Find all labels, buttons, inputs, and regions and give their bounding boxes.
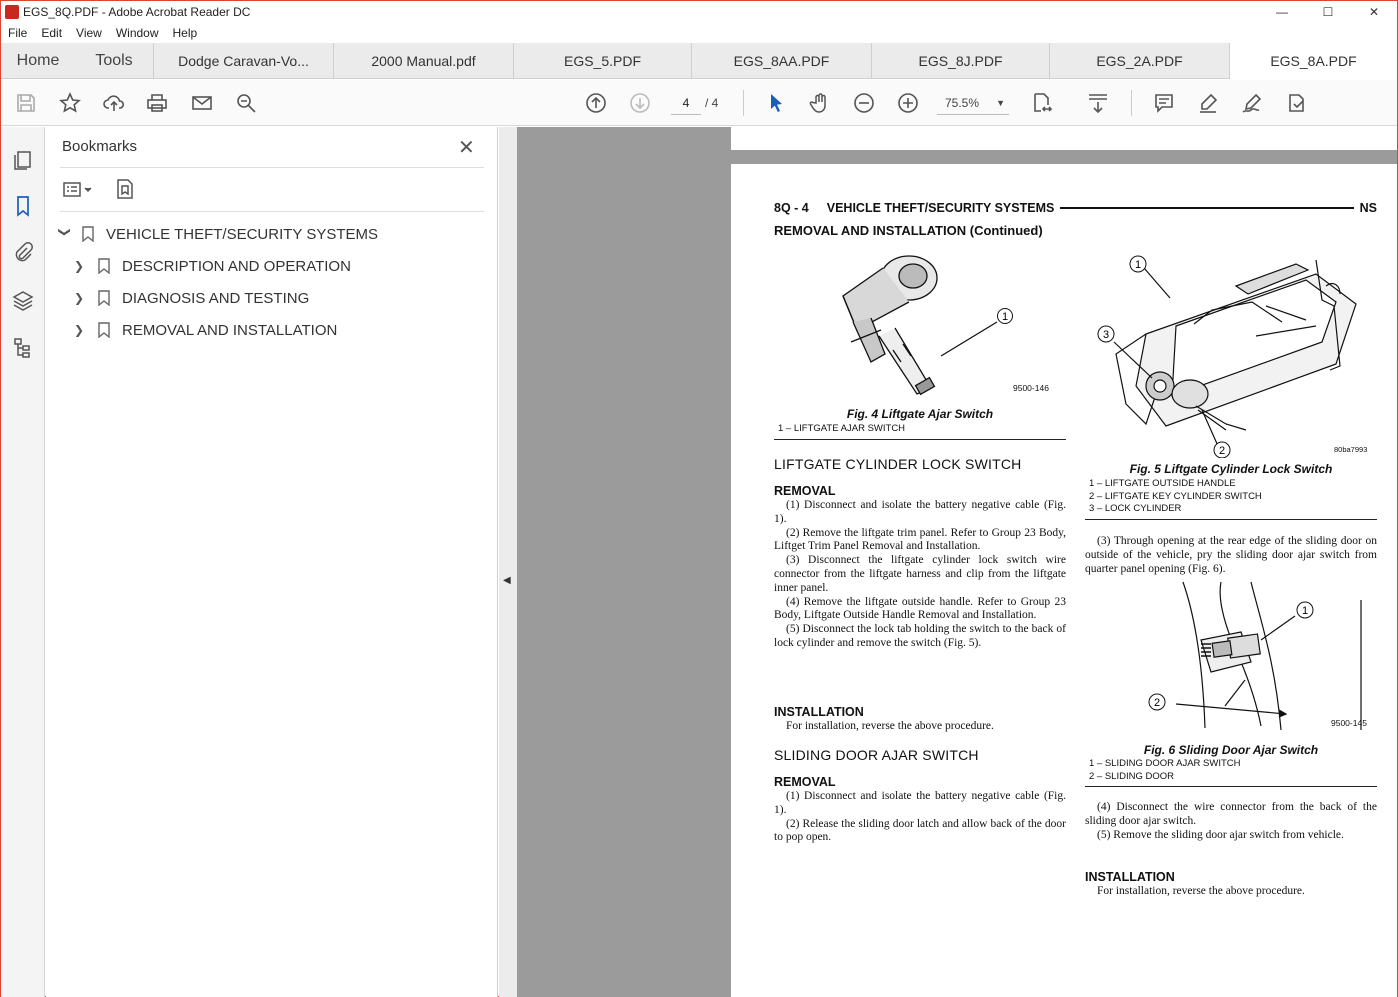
- divider: [60, 211, 484, 212]
- menu-file[interactable]: File: [8, 26, 28, 40]
- new-bookmark-icon[interactable]: [114, 177, 136, 201]
- bookmark-label: DIAGNOSIS AND TESTING: [122, 289, 310, 307]
- fig5-caption: Fig. 5 Liftgate Cylinder Lock Switch: [1129, 462, 1333, 476]
- bookmark-options-icon[interactable]: [62, 179, 96, 201]
- liftgate-removal-heading: REMOVAL: [774, 484, 836, 498]
- find-icon[interactable]: [235, 92, 257, 114]
- legend-item: 2 – SLIDING DOOR: [1089, 770, 1174, 782]
- sliding-removal-heading: REMOVAL: [774, 775, 836, 789]
- fig4-callout: 1: [1001, 311, 1009, 323]
- pdf-page: [731, 164, 1397, 997]
- fig6-callout: 2: [1153, 697, 1161, 709]
- structure-tree-icon[interactable]: [12, 337, 34, 359]
- liftgate-heading: LIFTGATE CYLINDER LOCK SWITCH: [774, 456, 1022, 472]
- figure-rule: [1085, 786, 1377, 787]
- title-bar: [1, 1, 1397, 23]
- sliding-more-steps: [1085, 801, 1377, 842]
- bookmark-label: REMOVAL AND INSTALLATION: [122, 321, 338, 339]
- doc-tab-active[interactable]: EGS_8A.PDF: [1229, 43, 1397, 79]
- liftgate-cylinder-lock-switch-illustration: [1086, 246, 1376, 458]
- fit-page-icon[interactable]: [1031, 92, 1053, 114]
- previous-page-edge: [731, 127, 1397, 154]
- doc-tab[interactable]: EGS_8J.PDF: [871, 43, 1049, 79]
- fig5-number: 80ba7993: [1334, 445, 1368, 454]
- attachment-icon[interactable]: [12, 241, 34, 263]
- doc-tab[interactable]: EGS_2A.PDF: [1049, 43, 1229, 79]
- window-controls: [1259, 1, 1397, 23]
- tab-home[interactable]: Home: [16, 52, 60, 69]
- cloud-upload-icon[interactable]: [103, 92, 125, 114]
- section-heading: [774, 223, 1043, 238]
- header-rule: [1060, 207, 1353, 209]
- header-model: NS: [1359, 201, 1377, 215]
- sliding-installation-text: [1085, 885, 1377, 899]
- bookmark-label: VEHICLE THEFT/SECURITY SYSTEMS: [106, 225, 378, 243]
- fig4-legend: [778, 423, 905, 436]
- zoom-value: 75.5%: [945, 96, 980, 110]
- fig5-callout: 1: [1134, 259, 1142, 271]
- page-thumbnails-icon[interactable]: [12, 149, 34, 171]
- fig4-number: 9500-146: [1013, 383, 1049, 393]
- bookmark-item-root[interactable]: [58, 222, 378, 246]
- menu-edit[interactable]: Edit: [41, 26, 63, 40]
- zoom-out-icon[interactable]: [853, 92, 875, 114]
- bookmark-label: DESCRIPTION AND OPERATION: [122, 257, 351, 275]
- step: (2) Remove the liftgate trim panel. Refer to Group 23 Body, Liftget Trim Panel Removal and Installation.: [774, 526, 1066, 553]
- fig4-caption: Fig. 4 Liftgate Ajar Switch: [846, 407, 994, 421]
- fig6-legend: [1089, 758, 1241, 783]
- legend-item: 1 – LIFTGATE OUTSIDE HANDLE: [1089, 478, 1236, 489]
- step: (1) Disconnect and isolate the battery negative cable (Fig. 1).: [774, 499, 1066, 525]
- highlight-pen-icon[interactable]: [1197, 92, 1219, 114]
- liftgate-installation-heading: INSTALLATION: [774, 705, 864, 719]
- star-icon[interactable]: [59, 92, 81, 114]
- hand-tool-icon[interactable]: [809, 92, 831, 114]
- menu-help[interactable]: Help: [172, 26, 198, 40]
- tab-tools[interactable]: Tools: [95, 52, 133, 69]
- fig5-callout: 2: [1218, 445, 1226, 457]
- header-title: VEHICLE THEFT/SECURITY SYSTEMS: [826, 201, 1055, 215]
- comment-icon[interactable]: [1153, 92, 1175, 114]
- toolbar: [1, 80, 1397, 126]
- bookmark-panel-icon[interactable]: [12, 195, 34, 217]
- step: (2) Release the sliding door latch and allow back of the door to pop open.: [774, 817, 1066, 844]
- bookmark-item[interactable]: [74, 318, 337, 342]
- print-icon[interactable]: [146, 92, 168, 114]
- figure-rule: [1085, 519, 1377, 520]
- document-view[interactable]: [517, 127, 1397, 997]
- fig5-legend: [1089, 478, 1262, 516]
- navigation-rail: [1, 127, 45, 997]
- liftgate-installation-text: [774, 720, 1066, 734]
- chevron-right-icon[interactable]: ❯: [74, 323, 85, 337]
- previous-page-icon[interactable]: [585, 92, 607, 114]
- minimize-button[interactable]: —: [1276, 5, 1288, 19]
- legend-item: 1 – SLIDING DOOR AJAR SWITCH: [1089, 758, 1241, 769]
- email-icon[interactable]: [191, 92, 213, 114]
- chevron-right-icon[interactable]: ❯: [74, 291, 85, 305]
- step: (1) Disconnect and isolate the battery negative cable (Fig. 1).: [774, 790, 1066, 816]
- bookmark-icon: [98, 290, 110, 306]
- collapse-arrow-icon[interactable]: ◀: [503, 575, 511, 586]
- menu-view[interactable]: View: [76, 26, 102, 40]
- page-total: / 4: [705, 96, 719, 110]
- fig6-callout: 1: [1301, 605, 1309, 617]
- layers-icon[interactable]: [12, 289, 34, 311]
- close-window-button[interactable]: ✕: [1368, 5, 1380, 19]
- doc-tab[interactable]: EGS_8AA.PDF: [691, 43, 871, 79]
- select-cursor-icon[interactable]: [765, 92, 787, 114]
- zoom-in-icon[interactable]: [897, 92, 919, 114]
- zoom-level-select[interactable]: [937, 91, 1009, 115]
- page-number-label: 8Q - 4: [774, 201, 809, 215]
- bookmarks-title: Bookmarks: [62, 138, 138, 155]
- chevron-right-icon[interactable]: ❯: [74, 259, 85, 273]
- step: (3) Disconnect the liftgate cylinder lock switch wire connector from the liftgate harness and clip from the liftgate inner panel.: [774, 554, 1066, 594]
- page-header: [774, 200, 1377, 216]
- fig6-number: 9500-145: [1331, 718, 1367, 728]
- legend-item: 2 – LIFTGATE KEY CYLINDER SWITCH: [1089, 490, 1262, 502]
- bookmarks-panel: [46, 127, 498, 997]
- close-panel-button[interactable]: ✕: [458, 137, 475, 159]
- doc-tab[interactable]: EGS_5.PDF: [513, 43, 691, 79]
- save-icon[interactable]: [15, 92, 37, 114]
- step: (4) Disconnect the wire connector from the back of the sliding door ajar switch.: [1085, 801, 1377, 827]
- sign-icon[interactable]: [1241, 92, 1263, 114]
- step: (3) Through opening at the rear edge of the sliding door on outside of the vehicle, pry the sliding door ajar switch from quarter panel opening (Fig. 6).: [1085, 535, 1377, 575]
- panel-collapse-handle[interactable]: [499, 127, 517, 997]
- bookmark-item[interactable]: [74, 254, 351, 278]
- fig5-callout: 3: [1102, 329, 1110, 341]
- sliding-step3: [1085, 535, 1377, 576]
- chevron-down-icon[interactable]: ❯: [58, 227, 72, 238]
- liftgate-removal-steps: [774, 499, 1066, 651]
- step: (4) Remove the liftgate outside handle. Refer to Group 23 Body, Liftgate Outside Handle Removal and Installation.: [774, 595, 1066, 622]
- figure-rule: [774, 439, 1066, 440]
- divider: [60, 167, 484, 168]
- acrobat-app-icon: [5, 5, 19, 19]
- toolbar-divider: [743, 90, 744, 116]
- sliding-door-ajar-switch-illustration: [1101, 580, 1381, 730]
- sliding-installation-heading: INSTALLATION: [1085, 870, 1175, 884]
- section-title: REMOVAL AND INSTALLATION: [774, 223, 967, 238]
- sliding-heading: SLIDING DOOR AJAR SWITCH: [774, 747, 979, 763]
- liftgate-ajar-switch-illustration: [791, 246, 1031, 396]
- legend-item: 3 – LOCK CYLINDER: [1089, 503, 1182, 514]
- doc-tab[interactable]: 2000 Manual.pdf: [333, 43, 513, 79]
- window-title: EGS_8Q.PDF - Adobe Acrobat Reader DC: [23, 5, 251, 19]
- step: (5) Disconnect the lock tab holding the switch to the back of lock cylinder and remove the switch (Fig. 5).: [774, 623, 1066, 649]
- bookmark-icon: [98, 322, 110, 338]
- toolbar-divider: [1131, 90, 1132, 116]
- maximize-button[interactable]: ☐: [1322, 5, 1334, 19]
- fig6-caption: Fig. 6 Sliding Door Ajar Switch: [1143, 743, 1319, 757]
- doc-tab[interactable]: Dodge Caravan-Vo...: [153, 43, 333, 79]
- bookmark-icon: [98, 258, 110, 274]
- sliding-removal-steps: [774, 790, 1066, 845]
- install-text: For installation, reverse the above procedure.: [1097, 885, 1305, 897]
- menu-window[interactable]: Window: [115, 26, 159, 40]
- install-text: For installation, reverse the above procedure.: [786, 720, 994, 732]
- step: (5) Remove the sliding door ajar switch from vehicle.: [1097, 828, 1344, 841]
- next-page-icon[interactable]: [629, 92, 651, 114]
- bookmark-item[interactable]: [74, 286, 309, 310]
- tab-bar: [1, 43, 1397, 79]
- more-tools-icon[interactable]: [1285, 92, 1307, 114]
- chevron-down-icon: ▼: [996, 98, 1005, 108]
- legend-item: 1 – LIFTGATE AJAR SWITCH: [778, 423, 906, 434]
- scroll-mode-icon[interactable]: [1087, 92, 1109, 114]
- menu-bar: [1, 23, 1397, 43]
- bookmark-icon: [82, 226, 94, 242]
- page-number-input[interactable]: 4: [671, 91, 701, 115]
- section-continued: (Continued): [969, 223, 1043, 238]
